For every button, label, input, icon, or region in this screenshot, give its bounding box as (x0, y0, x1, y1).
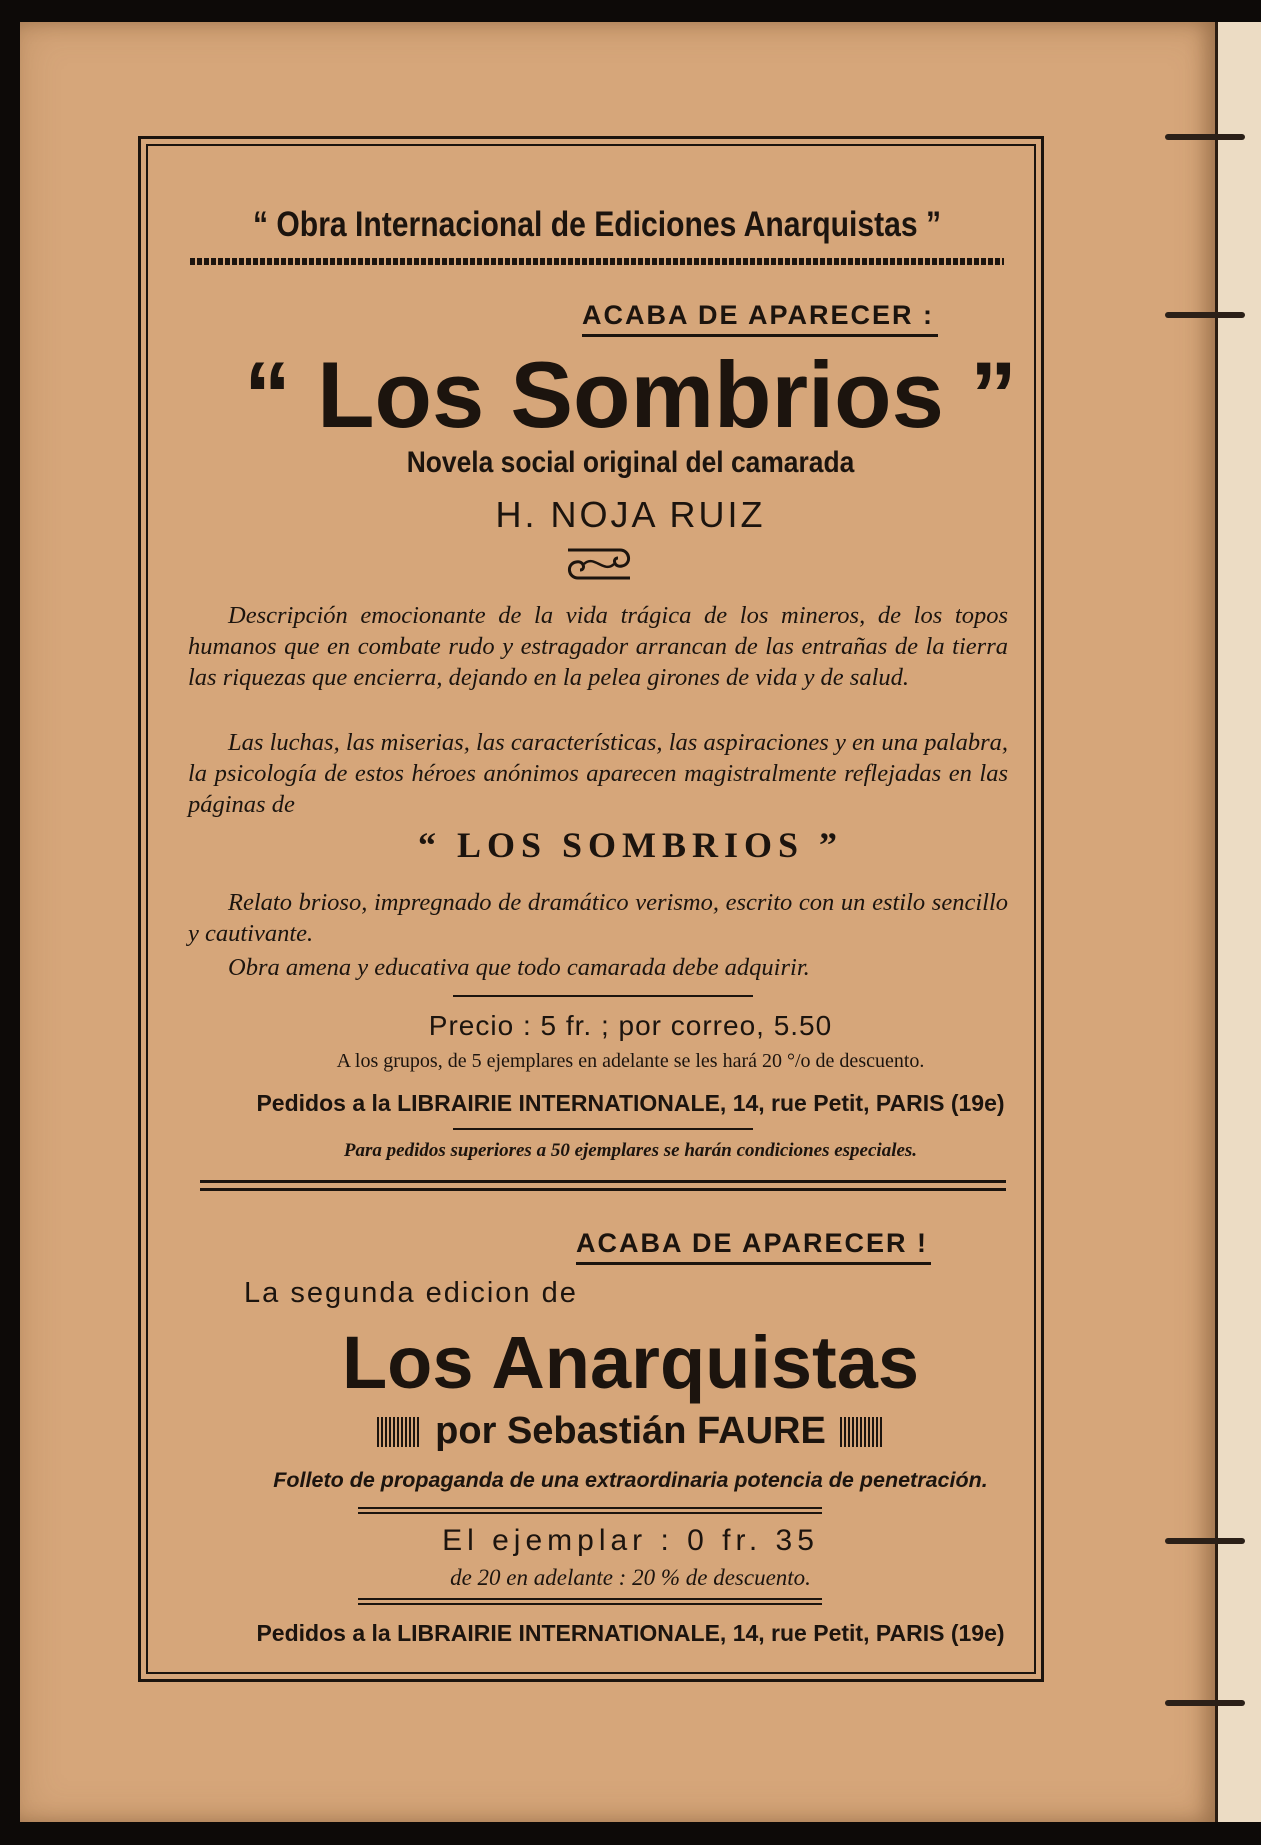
publisher-header: “ Obra Internacional de Ediciones Anarquistas ” (252, 205, 941, 244)
order-address: Pedidos a la LIBRAIRIE INTERNATIONALE, 14, rue Petit, PARIS (19e) (256, 1090, 1005, 1116)
vertical-lines-ornament-icon (840, 1417, 884, 1447)
edition-note: La segunda edicion de (244, 1277, 578, 1309)
divider (453, 995, 753, 997)
book-author: por Sebastián FAURE (435, 1410, 826, 1452)
section-divider (200, 1180, 1006, 1183)
binding-stitch (1165, 312, 1245, 318)
description-paragraph: Las luchas, las miserias, las características, las aspiraciones y en una palabra, la psicología de estos héroes anónimos aparecen magistralmente reflejadas en las páginas de (188, 729, 1008, 818)
section-divider (200, 1188, 1006, 1191)
author-name: H. NOJA RUIZ (495, 494, 766, 535)
book-title: Los Anarquistas (341, 1321, 920, 1404)
binding-stitch (1165, 134, 1245, 140)
description-paragraph: Descripción emocionante de la vida trágica de los mineros, de los topos humanos que en combate rudo y estragador arrancan de las entrañas de la tierra las riquezas que encierra, dejando en la pelea girones de vida y de salud. (188, 602, 1008, 691)
divider (358, 1603, 822, 1605)
book-title: “ Los Sombrios ” (244, 342, 1017, 447)
announcement-underline (576, 1262, 931, 1265)
price-line: El ejemplar : 0 fr. 35 (442, 1524, 819, 1557)
binding-stitch (1165, 1700, 1245, 1706)
vertical-lines-ornament-icon (377, 1417, 421, 1447)
book-subtitle: Novela social original del camarada (406, 446, 855, 479)
dotted-divider (190, 258, 1004, 265)
divider (358, 1512, 822, 1514)
bulk-order-note: Para pedidos superiores a 50 ejemplares se harán condiciones especiales. (343, 1140, 918, 1161)
divider (358, 1598, 822, 1600)
author-line (0, 1410, 1261, 1453)
book-title-repeat: “ LOS SOMBRIOS ” (417, 825, 844, 865)
divider (453, 1128, 753, 1130)
price-line: Precio : 5 fr. ; por correo, 5.50 (428, 1010, 833, 1041)
announcement-label: ACABA DE APARECER ! (576, 1228, 929, 1258)
pamphlet-description: Folleto de propaganda de una extraordinaria potencia de penetración. (273, 1468, 988, 1492)
group-discount: A los grupos, de 5 ejemplares en adelante se les hará 20 °/o de descuento. (336, 1050, 925, 1072)
announcement-underline (582, 334, 938, 337)
divider (358, 1507, 822, 1509)
order-address: Pedidos a la LIBRAIRIE INTERNATIONALE, 14, rue Petit, PARIS (19e) (256, 1620, 1005, 1646)
quantity-discount: de 20 en adelante : 20 % de descuento. (450, 1565, 811, 1590)
announcement-label: ACABA DE APARECER : (582, 300, 935, 330)
description-paragraph: Obra amena y educativa que todo camarada debe adquirir. (228, 954, 810, 981)
scroll-ornament-icon (562, 544, 636, 584)
description-paragraph: Relato brioso, impregnado de dramático verismo, escrito con un estilo sencillo y cautivante. (188, 889, 1008, 947)
